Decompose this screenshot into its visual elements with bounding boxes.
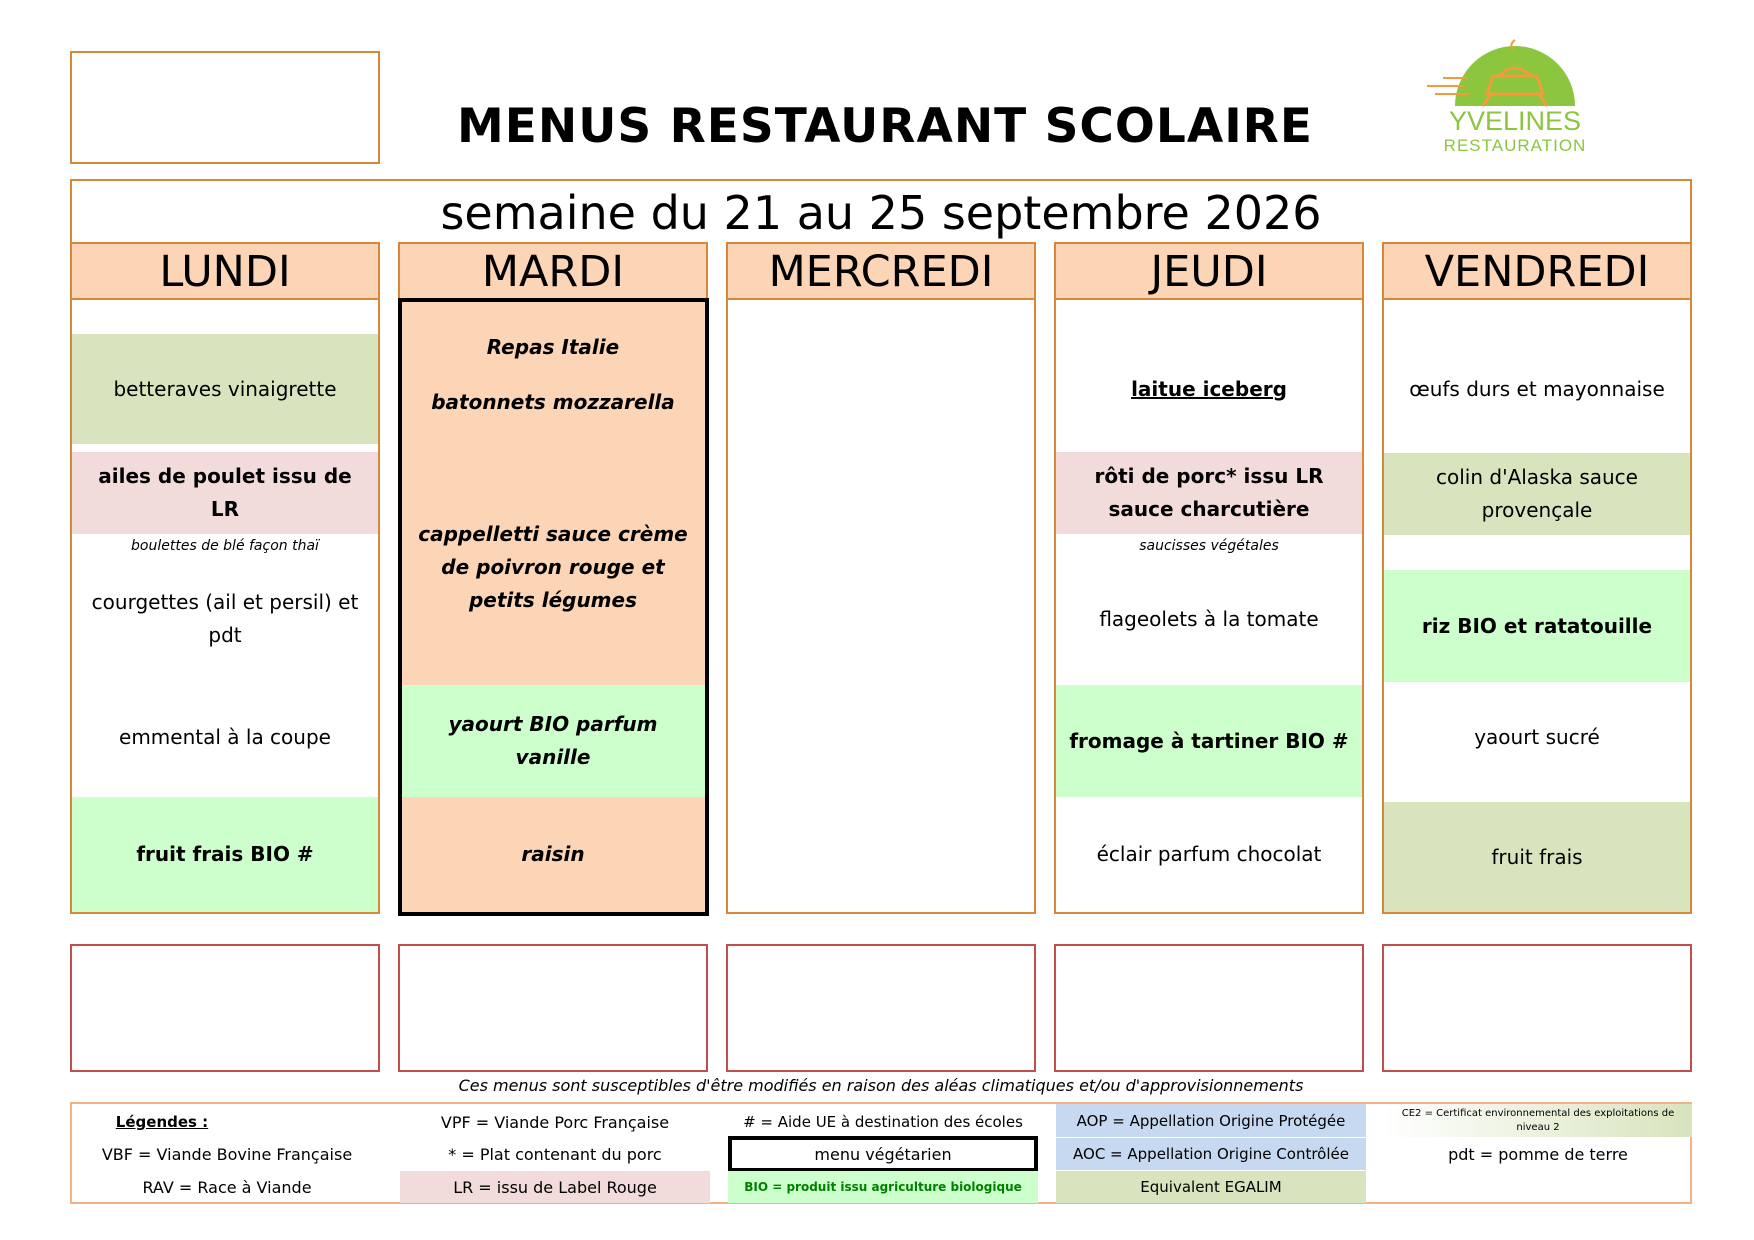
day-column-mardi bbox=[398, 242, 708, 914]
day-column-lundi bbox=[70, 242, 380, 914]
yvelines-restauration-logo bbox=[1425, 36, 1605, 161]
logo-line1: YVELINES bbox=[1448, 106, 1582, 136]
dairy-vendredi: yaourt sucré bbox=[1474, 724, 1600, 749]
day-header-lundi: LUNDI bbox=[72, 242, 378, 300]
legend-egalim: Equivalent EGALIM bbox=[1056, 1171, 1366, 1203]
extra-box-mercredi bbox=[726, 944, 1036, 1072]
day-column-mercredi bbox=[726, 242, 1036, 914]
logo-line2: RESTAURATION bbox=[1443, 136, 1587, 155]
school-name-box bbox=[70, 51, 380, 164]
legend-aop: AOP = Appellation Origine Protégée bbox=[1056, 1104, 1366, 1137]
extra-box-lundi bbox=[70, 944, 380, 1072]
starter-mardi: batonnets mozzarella bbox=[431, 390, 675, 414]
dairy-jeudi: fromage à tartiner BIO # bbox=[1056, 685, 1362, 797]
legend-ue: # = Aide UE à destination des écoles bbox=[743, 1113, 1023, 1131]
legend-pdt: pdt = pomme de terre bbox=[1448, 1144, 1628, 1164]
legend-box bbox=[70, 1102, 1692, 1204]
dairy-lundi: emmental à la coupe bbox=[119, 724, 331, 749]
starter-jeudi: laitue iceberg bbox=[1131, 376, 1287, 401]
side-jeudi: flageolets à la tomate bbox=[1099, 606, 1319, 631]
main-lundi: ailes de poulet issu de LR bbox=[72, 452, 378, 534]
starter-block-mardi bbox=[400, 300, 706, 450]
extra-box-mardi bbox=[398, 944, 708, 1072]
day-header-mercredi: MERCREDI bbox=[728, 242, 1034, 300]
day-column-vendredi bbox=[1382, 242, 1692, 914]
day-column-jeudi bbox=[1054, 242, 1364, 914]
logo-icon bbox=[1425, 36, 1605, 116]
legend-vegetarien: menu végétarien bbox=[728, 1136, 1038, 1172]
main-mardi: cappelletti sauce crème de poivron rouge et petits légumes bbox=[400, 450, 706, 685]
theme-mardi: Repas Italie bbox=[486, 335, 620, 359]
legend-ce2: CE2 = Certificat environnemental des exploitations de niveau 2 bbox=[1384, 1104, 1692, 1137]
legend-vbf: VBF = Viande Bovine Française bbox=[101, 1144, 353, 1164]
main-jeudi: rôti de porc* issu LR sauce charcutière bbox=[1056, 452, 1362, 534]
disclaimer-note: Ces menus sont susceptibles d'être modifiés en raison des aléas climatiques et/ou d'approvisionnements bbox=[458, 1076, 1304, 1095]
side-lundi: courgettes (ail et persil) et pdt bbox=[91, 590, 359, 647]
page-title: MENUS RESTAURANT SCOLAIRE bbox=[457, 99, 1313, 154]
starter-lundi: betteraves vinaigrette bbox=[72, 334, 378, 444]
legend-porc: * = Plat contenant du porc bbox=[448, 1144, 662, 1164]
day-header-jeudi: JEUDI bbox=[1056, 242, 1362, 300]
alt-lundi: boulettes de blé façon thaï bbox=[131, 538, 319, 554]
alt-jeudi: saucisses végétales bbox=[1139, 538, 1279, 554]
legend-title: Légendes : bbox=[115, 1113, 209, 1131]
dessert-mardi: raisin bbox=[400, 797, 706, 912]
legend-aoc: AOC = Appellation Origine Contrôlée bbox=[1056, 1138, 1366, 1170]
legend-lr: LR = issu de Label Rouge bbox=[400, 1171, 710, 1203]
dessert-lundi: fruit frais BIO # bbox=[72, 797, 378, 912]
week-title: semaine du 21 au 25 septembre 2026 bbox=[440, 186, 1322, 240]
legend-bio: BIO = produit issu agriculture biologique bbox=[728, 1171, 1038, 1203]
dairy-mardi: yaourt BIO parfum vanille bbox=[400, 685, 706, 797]
extra-box-vendredi bbox=[1382, 944, 1692, 1072]
legend-rav: RAV = Race à Viande bbox=[142, 1177, 312, 1197]
legend-vpf: VPF = Viande Porc Française bbox=[440, 1112, 670, 1132]
day-header-vendredi: VENDREDI bbox=[1384, 242, 1690, 300]
main-vendredi: colin d'Alaska sauce provençale bbox=[1384, 453, 1690, 535]
day-header-mardi: MARDI bbox=[400, 242, 706, 300]
extra-box-jeudi bbox=[1054, 944, 1364, 1072]
dessert-jeudi: éclair parfum chocolat bbox=[1096, 842, 1322, 866]
starter-vendredi: œufs durs et mayonnaise bbox=[1409, 376, 1665, 401]
dessert-vendredi: fruit frais bbox=[1384, 802, 1690, 912]
side-vendredi: riz BIO et ratatouille bbox=[1384, 570, 1690, 682]
